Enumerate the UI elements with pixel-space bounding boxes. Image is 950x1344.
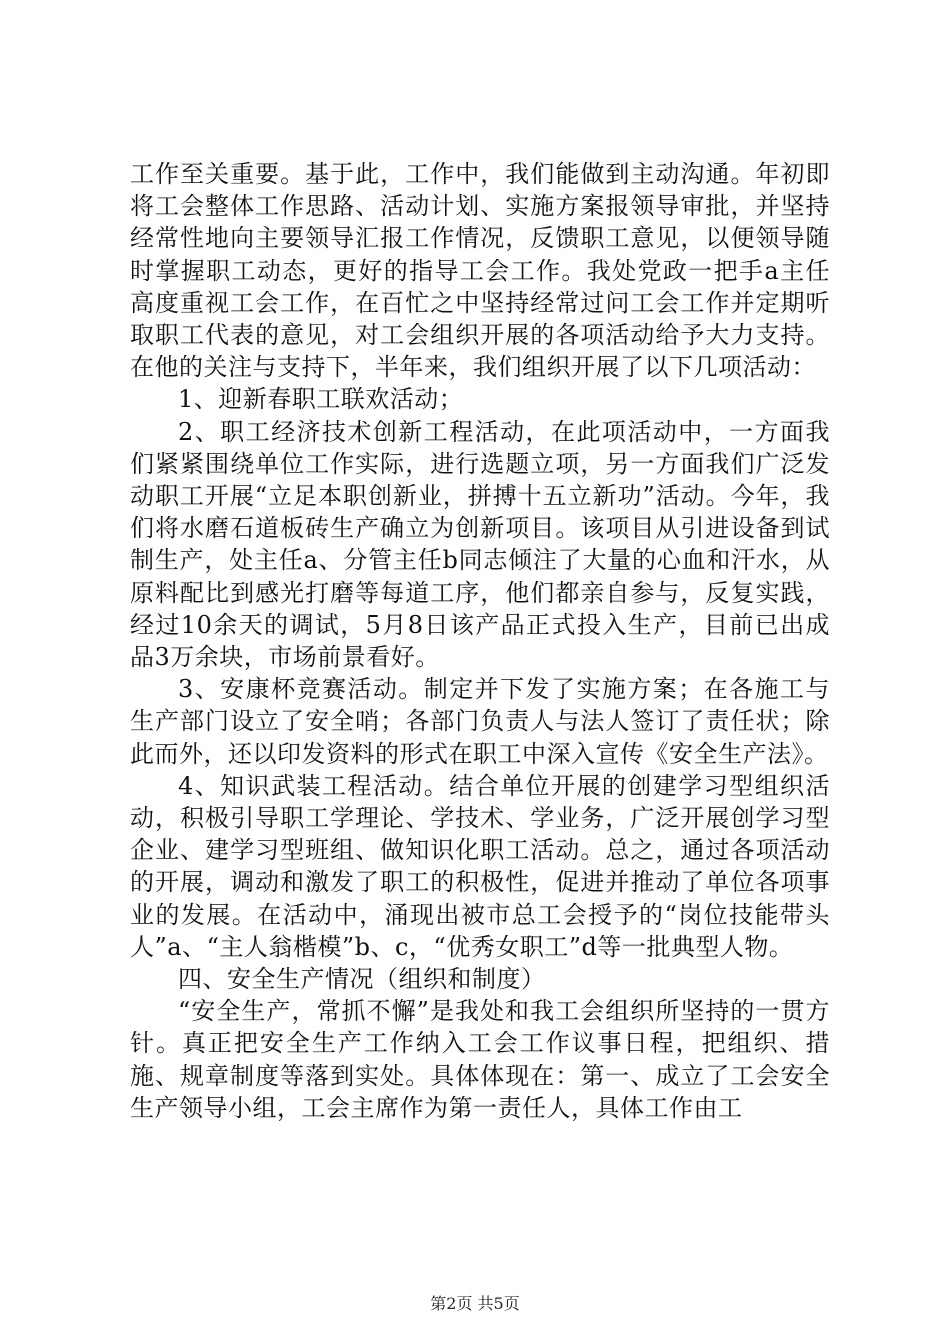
paragraph-item-3: 3、安康杯竞赛活动。制定并下发了实施方案；在各施工与生产部门设立了安全哨；各部门负责人与法人签订了责任状；除此而外，还以印发资料的形式在职工中深入宣传《安全生产法》。 (130, 675, 830, 768)
paragraph-item-1: 1、迎新春职工联欢活动； (178, 385, 464, 414)
paragraph-continuation: 工作至关重要。基于此，工作中，我们能做到主动沟通。年初即将工会整体工作思路、活动计划、实施方案报领导审批，并坚持经常性地向主要领导汇报工作情况，反馈职工意见，以便领导随时掌握职工动态，更好的指导工会工作。我处党政一把手a主任高度重视工会工作，在百忙之中坚持经常过问工会工作并定期听取职工代表的意见，对工会组织开展的各项活动给予大力支持。在他的关注与支持下，半年来，我们组织开展了以下几项活动： (130, 160, 830, 382)
paragraph-item-4: 4、知识武装工程活动。结合单位开展的创建学习型组织活动，积极引导职工学理论、学技术、学业务，广泛开展创学习型企业、建学习型班组、做知识化职工活动。总之，通过各项活动的开展，调动和激发了职工的积极性，促进并推动了单位各项事业的发展。在活动中，涌现出被市总工会授予的“岗位技能带头人”a、“主人翁楷模”b、c，“优秀女职工”d等一批典型人物。 (130, 771, 830, 961)
section-heading-safety: 四、安全生产情况（组织和制度） (178, 965, 546, 994)
paragraph-safety: “安全生产，常抓不懈”是我处和我工会组织所坚持的一贯方针。真正把安全生产工作纳入工会工作议事日程，把组织、措施、规章制度等落到实处。具体体现在：第一、成立了工会安全生产领导小组，工会主席作为第一责任人，具体工作由工 (130, 997, 830, 1122)
page-number-footer: 第2页 共5页 (430, 1294, 520, 1313)
paragraph-item-2: 2、职工经济技术创新工程活动，在此项活动中，一方面我们紧紧围绕单位工作实际，进行选题立项，另一方面我们广泛发动职工开展“立足本职创新业，拼搏十五立新功”活动。今年，我们将水磨石道板砖生产确立为创新项目。该项目从引进设备到试制生产，处主任a、分管主任b同志倾注了大量的心血和汗水，从原料配比到感光打磨等每道工序，他们都亲自参与，反复实践，经过10余天的调试，5月8日该产品正式投入生产，目前已出成品3万余块，市场前景看好。 (130, 417, 830, 672)
document-body (130, 158, 830, 1124)
